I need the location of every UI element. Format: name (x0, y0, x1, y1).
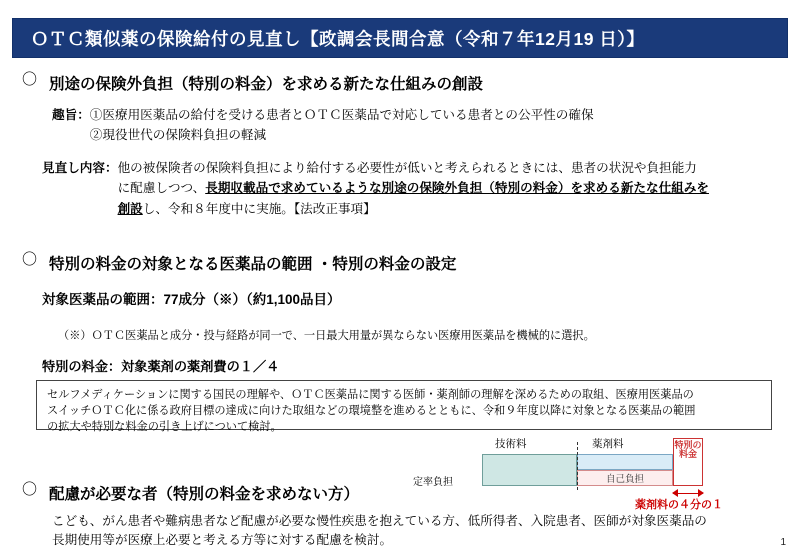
diagram-label-drug-fee: 薬剤料 (592, 438, 624, 450)
note-line-1: セルフメディケーションに関する国民の理解や、ＯＴＣ医薬品に関する医師・薬剤師の理解を深めるための取組、医療用医薬品の (47, 389, 694, 401)
consideration-text (52, 512, 792, 550)
review-line-3 (118, 199, 782, 219)
slide-title-bar (12, 18, 788, 58)
target-drug-scope: 対象医薬品の範囲：77成分（※）（約1,100品目） (42, 292, 341, 307)
section-heading-2 (22, 252, 456, 274)
section-heading-1 (22, 72, 483, 94)
review-line-2 (118, 178, 782, 198)
diagram-box-special-fee: 特別の料金 (673, 438, 703, 486)
page-number: 1 (780, 537, 786, 548)
section-3-title: 配慮が必要な者（特別の料金を求めない方） (49, 486, 360, 503)
review-line-2-emphasis: 長期収載品で求めているような別途の保険外負担（特別の料金）を求める新たな仕組みを (205, 181, 709, 196)
review-line-2-plain: に配慮しつつ、 (117, 181, 206, 196)
diagram-arrow-caption: 薬剤料の４分の１ (635, 499, 723, 511)
review-line-3-plain: し、令和８年度中に実施。【法改正事項】 (142, 201, 376, 216)
cost-structure-diagram (413, 436, 790, 511)
target-drug-scope-note: （※）ＯＴＣ医薬品と成分・投与経路が同一で、一日最大用量が異ならない医療用医薬品を機械的に選択。 (58, 330, 595, 342)
purpose-label: 趣旨： (52, 108, 90, 122)
review-line-1: 他の被保険者の保険料負担により給付する必要性が低いと考えられるときには、患者の状況や負担能力 (117, 161, 697, 175)
review-lines (118, 158, 782, 219)
review-block (42, 158, 782, 219)
diagram-box-self-pay: 自己負担 (577, 470, 673, 486)
review-line-3-emphasis: 創設 (117, 201, 143, 216)
diagram-label-technical-fee: 技術料 (495, 438, 527, 450)
consideration-line-2: 長期使用等が医療上必要と考える方等に対する配慮を検討。 (52, 532, 393, 547)
bullet-circle-icon: 〇 (22, 71, 38, 88)
section-heading-3 (22, 482, 359, 504)
note-line-2: スイッチＯＴＣ化に係る政府目標の達成に向けた取組などの環境整を進めるとともに、令和９年度以降に対象となる医薬品の範囲 (47, 405, 696, 418)
section-2-title: 特別の料金の対象となる医薬品の範囲 ・特別の料金の設定 (49, 256, 457, 273)
consideration-line-1: こども、がん患者や難病患者など配慮が必要な慢性疾患を抱えている方、低所得者、入院患者、医師が対象医薬品の (52, 514, 707, 528)
purpose-line-2: ②現役世代の保険料負担の軽減 (89, 127, 267, 142)
review-label: 見直し内容： (42, 161, 118, 175)
bullet-circle-icon: 〇 (22, 251, 38, 268)
special-fee-line: 特別の料金：対象薬剤の薬剤費の１／４ (42, 359, 280, 374)
diagram-divider-dashed (577, 442, 578, 490)
supplementary-note-box (36, 380, 772, 434)
page-title: ＯＴＣ類似薬の保険給付の見直し【政調会長間合意（令和７年12月19 日）】 (31, 28, 645, 49)
diagram-box-drug-fee (577, 454, 673, 470)
bullet-circle-icon: 〇 (22, 481, 38, 498)
purpose-block (52, 106, 772, 145)
diagram-box-technical-fee (482, 454, 577, 486)
diagram-label-proportional-burden: 定率負担 (413, 477, 453, 488)
note-line-3: の拡大や特別な料金の引き上げについて検討。 (47, 421, 282, 434)
purpose-line-1: ①医療用医薬品の給付を受ける患者とＯＴＣ医薬品で対応している患者との公平性の確保 (89, 108, 594, 122)
section-1-title: 別途の保険外負担（特別の料金）を求める新たな仕組みの創設 (49, 76, 484, 93)
purpose-lines (90, 106, 594, 145)
